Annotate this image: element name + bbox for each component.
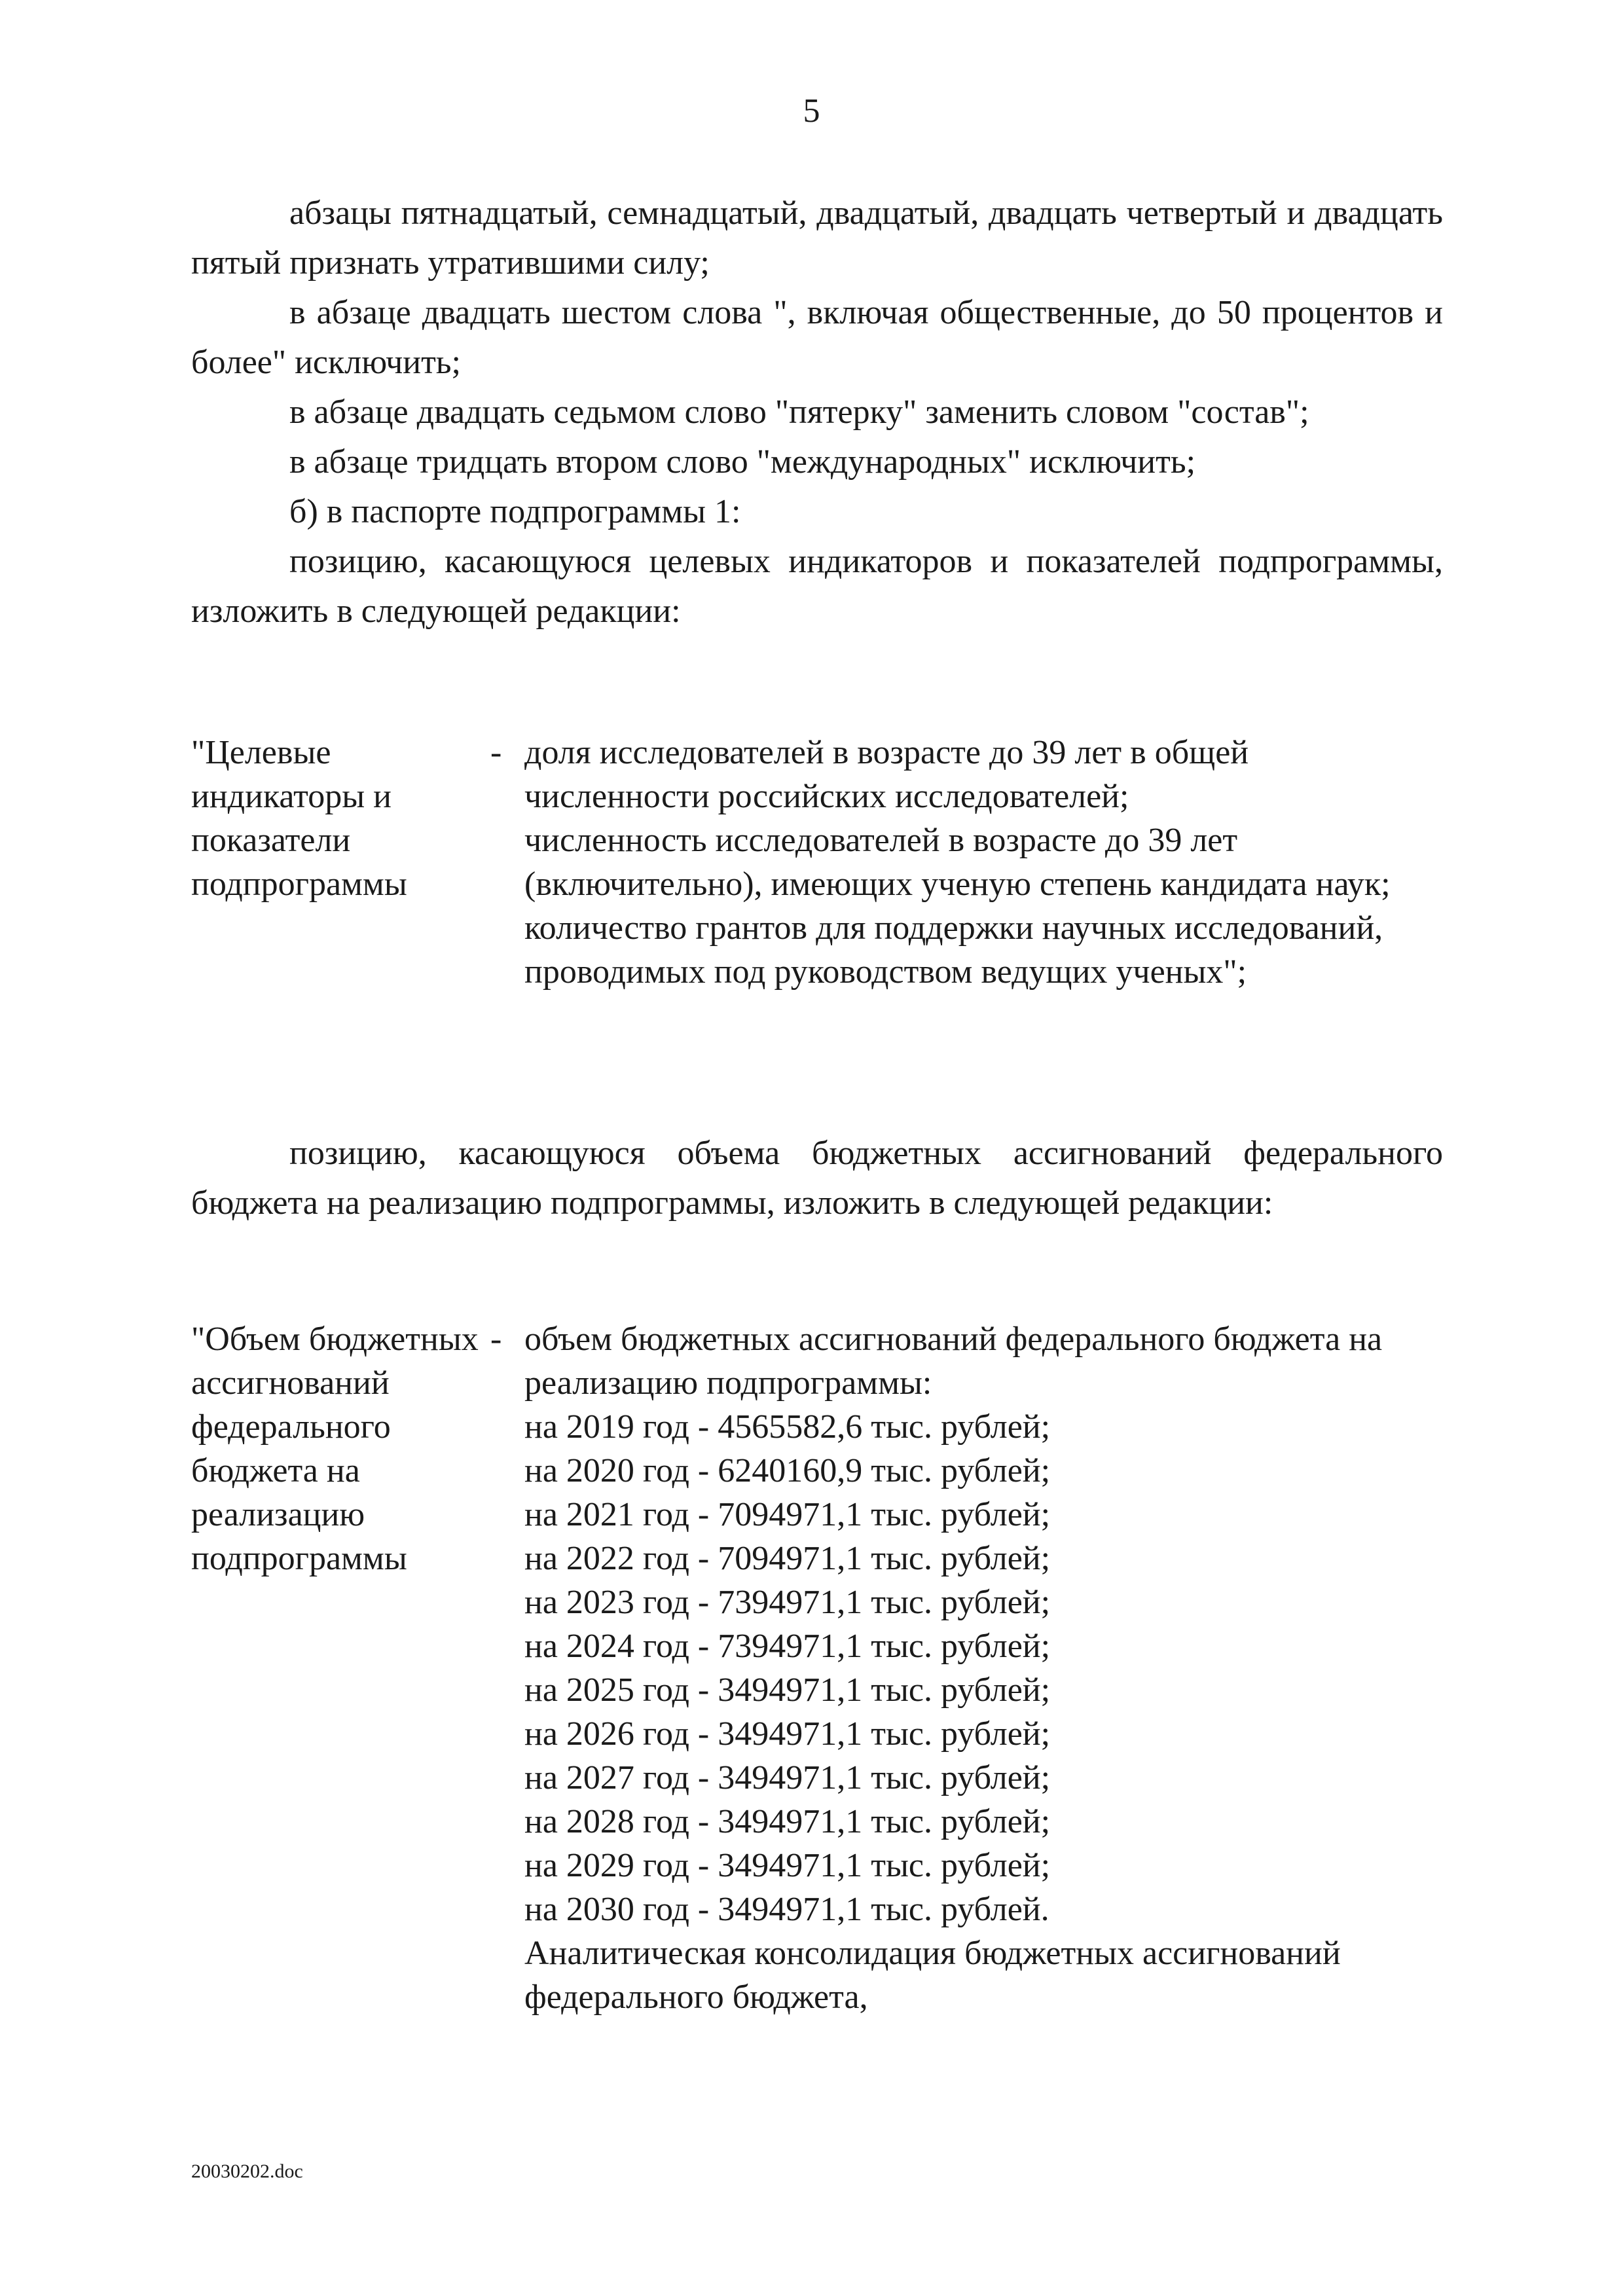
intro-section: [191, 189, 1443, 636]
budget-year-line: на 2029 год - 3494971,1 тыс. рублей;: [524, 1847, 1051, 1884]
paragraph-32: в абзаце тридцать втором слово "международных" исключить;: [289, 443, 1196, 481]
budget-year-line: на 2026 год - 3494971,1 тыс. рублей;: [524, 1715, 1051, 1753]
paragraph-26: в абзаце двадцать шестом слова ", включая общественные, до 50 процентов и более" исключить;: [191, 294, 1443, 381]
budget-year-line: на 2019 год - 4565582,6 тыс. рублей;: [524, 1408, 1051, 1446]
budget-year-line: на 2025 год - 3494971,1 тыс. рублей;: [524, 1671, 1051, 1709]
budget-year-line: на 2028 год - 3494971,1 тыс. рублей;: [524, 1803, 1051, 1840]
budget-year-line: на 2020 год - 6240160,9 тыс. рублей;: [524, 1452, 1051, 1489]
paragraph-27: в абзаце двадцать седьмом слово "пятерку" заменить словом "состав";: [289, 393, 1309, 431]
indicators-block: [191, 731, 1443, 994]
budget-closing: Аналитическая консолидация бюджетных ассигнований федерального бюджета,: [524, 1935, 1341, 2016]
indicator-line: численность исследователей в возрасте до 39 лет (включительно), имеющих ученую степень кандидата наук;: [524, 822, 1391, 903]
budget-content: [524, 1317, 1441, 2019]
page-number: 5: [803, 92, 820, 130]
budget-year-line: на 2024 год - 7394971,1 тыс. рублей;: [524, 1628, 1051, 1665]
budget-label: "Объем бюджетных ассигнований федерального бюджета на реализацию подпрограммы: [191, 1321, 479, 1577]
paragraph-repealed: абзацы пятнадцатый, семнадцатый, двадцатый, двадцать четвертый и двадцать пятый признать утратившими силу;: [191, 194, 1443, 282]
budget-year-line: на 2030 год - 3494971,1 тыс. рублей.: [524, 1891, 1049, 1928]
paragraph-passport: б) в паспорте подпрограммы 1:: [289, 493, 741, 530]
indicator-line: доля исследователей в возрасте до 39 лет в общей численности российских исследователей;: [524, 734, 1249, 815]
budget-year-line: на 2022 год - 7094971,1 тыс. рублей;: [524, 1540, 1051, 1577]
budget-year-line: на 2021 год - 7094971,1 тыс. рублей;: [524, 1496, 1051, 1533]
budget-block: [191, 1317, 1443, 2019]
budget-position-section: [191, 1129, 1443, 1228]
budget-dash: -: [490, 1321, 502, 1358]
indicators-dash: -: [490, 734, 502, 771]
indicator-line: количество грантов для поддержки научных исследований, проводимых под руководством ведущих ученых";: [524, 909, 1383, 991]
indicators-label: "Целевые индикаторы и показатели подпрограммы: [191, 734, 407, 903]
budget-intro: объем бюджетных ассигнований федерального бюджета на реализацию подпрограммы:: [524, 1321, 1383, 1402]
budget-year-line: на 2027 год - 3494971,1 тыс. рублей;: [524, 1759, 1051, 1796]
budget-year-line: на 2023 год - 7394971,1 тыс. рублей;: [524, 1584, 1051, 1621]
footer-filename: 20030202.doc: [191, 2160, 303, 2182]
paragraph-budget-position: позицию, касающуюся объема бюджетных ассигнований федерального бюджета на реализацию подпрограммы, изложить в следующей редакции:: [191, 1135, 1443, 1222]
indicators-content: [524, 731, 1441, 994]
paragraph-indicators-position: позицию, касающуюся целевых индикаторов и показателей подпрограммы, изложить в следующей редакции:: [191, 543, 1443, 630]
